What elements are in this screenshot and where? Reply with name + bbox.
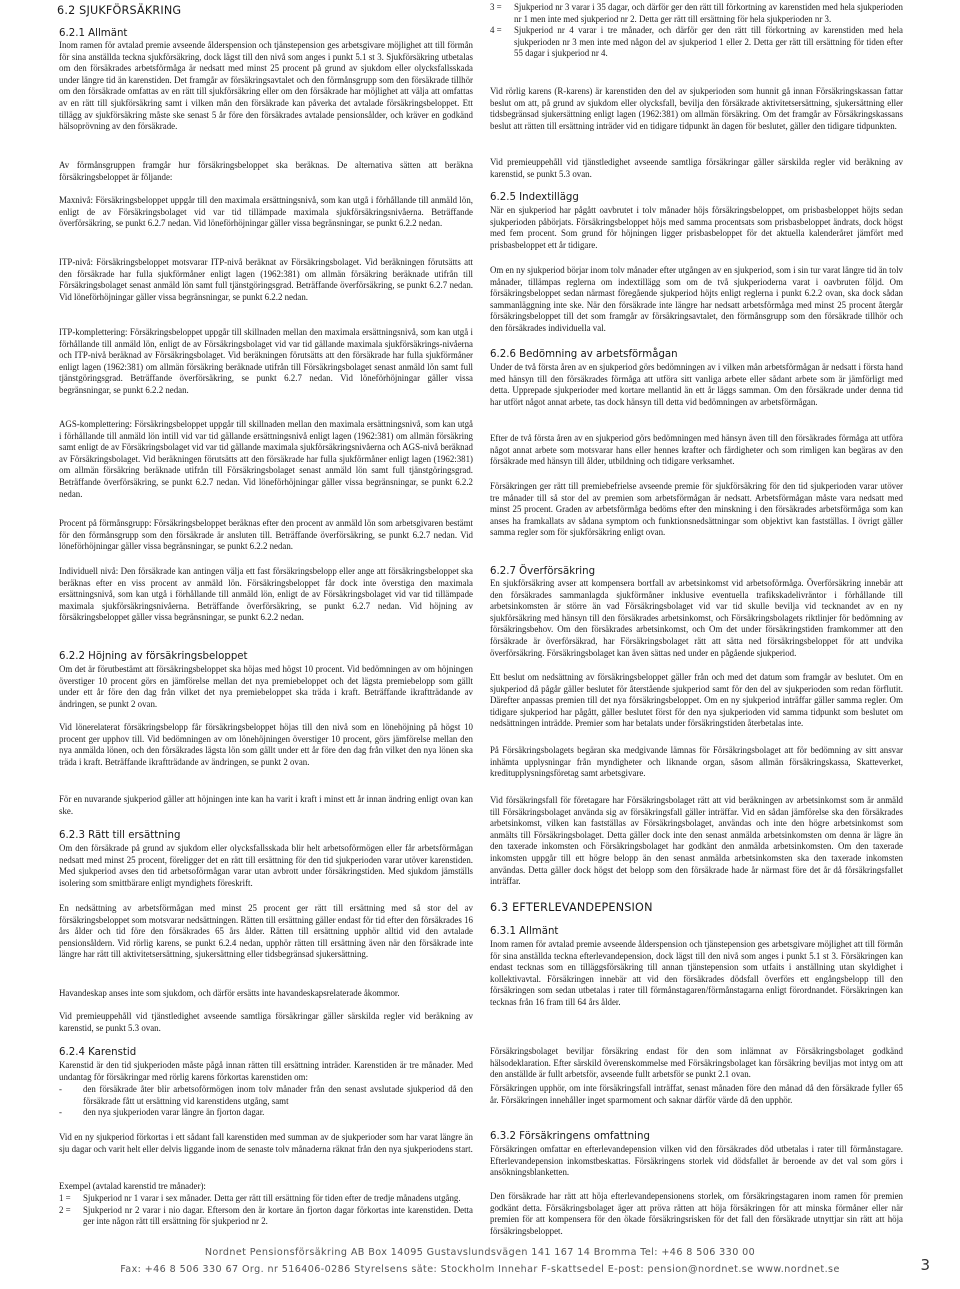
heading-6-2-5: 6.2.5 Indextillägg — [490, 192, 579, 203]
heading-6-3-2: 6.3.2 Försäkringens omfattning — [490, 1131, 650, 1142]
paragraph: Vid försäkringsfall för företagare har Försäkringsbolaget rätt att vid beräkningen av arbetsinkomst som är anmäld till Försäkringsbolaget använda sig av försäkringsfall gäller inträffar. Vid en sådan jämförelse ska den försäkrades arbetsinkomst, vilken kan fastställas av Försäkringsbolaget, användas och inte den högre arbetsinkomst som anmälts till Försäkringsbolaget. Detta gäller dock inte den senast anmälda arbetsinkomsten om denna är lägre än den taxerade inkomsten och Försäkringsbolaget har godkänt den anmälda arbetsinkomsten. Om den taxerade inkomsten uppgår till ett högre belopp än den senast anmälda arbetsinkomsten ska den taxerade inkomsten användas. Detta gäller dock högst det belopp som den försäkrade hade år närmast före det år då försäkringsfallet inträffar. — [490, 795, 903, 887]
heading-6-2-4: 6.2.4 Karenstid — [59, 1047, 137, 1058]
heading-6-2-2: 6.2.2 Höjning av försäkringsbeloppet — [59, 651, 248, 662]
conditions-list — [59, 1084, 473, 1119]
heading-6-2-6: 6.2.6 Bedömning av arbetsförmågan — [490, 349, 678, 360]
section-title-sjukforsakring: 6.2 SJUKFÖRSÄKRING — [57, 4, 182, 17]
paragraph: Havandeskap anses inte som sjukdom, och därför ersätts inte havandeskapsrelaterade åkommor. — [59, 988, 400, 998]
paragraph: Försäkringen upphör, om inte försäkringsfall inträffat, senast månaden före den månad då den försäkrade fyller 65 år. Försäkringen innehåller inget sparmoment och saknar därför värde då den upphör. — [490, 1083, 903, 1105]
paragraph: Försäkringen omfattar en efterlevandepension vilken vid den försäkrades död utbetalas i rater till förmånstagare. Efterlevandepension inkomstbeskattas. Försäkringens storlek vid dödsfallet är beroende av det val som görs i ansökningsblanketten. — [490, 1144, 903, 1178]
paragraph: Exempel (avtalad karenstid tre månader): — [59, 1181, 206, 1191]
paragraph: Försäkringsbolaget beviljar försäkring endast för den som inlämnat av Försäkringsbolaget godkänd hälsodeklaration. Efter särskild överenskommelse med Försäkringsbolaget kan försäkring beviljas mot intyg om att den anställde är fullt arbetsför, avseende fullt arbetsför se punkt 2.1 ovan. — [490, 1046, 903, 1080]
paragraph: ITP-nivå: Försäkringsbeloppet motsvarar ITP-nivå beräknat av Försäkringsbolaget. Vid beräkningen förutsätts att den försäkrade har fulla sjukförmåner enligt lagen (1962:381) om allmän försäkring beräknade utifrån till Försäkringsbolaget senast anmäld lön samt full tjänstgöringsgrad. Beträffande överförsäkring, se punkt 6.2.7 nedan. Vid löneförhöjningar gäller vissa begränsningar, se punkt 6.2.2 nedan. — [59, 257, 473, 302]
paragraph: Inom ramen för avtalad premie avseende ålderspension och tjänstepension ges arbetsgivare möjlighet att till förmån för sina anställda teckna efterlevandepension, dock lägst till den nivå som anges i punkt 5.1 st 3. Försäkringen kan endast tecknas som en tilläggsförsäkring till annan tjänstepension som utfaits i anställning utan skyldighet i kollektivavtal. Försäkringen innebär att vid den försäkrades dödsfall överförs ett engångsbelopp till den försäkringen som sedan utbetalas i rater till förmånstagaren/förmånstagarna enligt förordnandet. Försäkringen kan tecknas från 16 fram till 64 års ålder. — [490, 939, 903, 1007]
section-title-efterlevandepension: 6.3 EFTERLEVANDEPENSION — [490, 901, 653, 914]
paragraph: AGS-komplettering: Försäkringsbeloppet uppgår till skillnaden mellan den maximala ersättningsnivå, som kan utgå i förhållande till anmäld lön intill vid var tid gällande ersättningsnivå enligt lagen (1962:381) om allmän försäkring samt enligt de av Försäkringsbolaget vid var tid gällande maximala sjukförsäkringsnivåerna och AGS-nivå beräknad av Försäkringsbolaget. Vid beräkningen förutsätts att den försäkrade har fulla sjukförmåner enligt lagen (1962:381) om allmän försäkring beräknade utifrån till Försäkringsbolaget senast anmäld lön samt full tjänstgöringsgrad. Beträffande överförsäkring, se punkt 6.2.7 nedan. Vid löneförhöjningar gäller vissa begränsningar, se punkt 6.2.2 nedan. — [59, 419, 473, 499]
paragraph: När en sjukperiod har pågått oavbrutet i tolv månader höjs försäkringsbeloppet, om prisbasbeloppet höjts sedan sjukperioden påbörjats. Försäkringsbeloppet höjs med samma procentsats som prisbasbeloppet ändrats, dock högst med fem procent. Som grund för höjningen ligger prisbasbeloppet för det aktuella kalenderåret jämfört med prisbasbeloppet ett år tidigare. — [490, 205, 903, 250]
paragraph: Om den försäkrade på grund av sjukdom eller olycksfallsskada blir helt arbetsoförmögen eller får arbetsförmågan nedsatt med minst 25 procent, föreligger det en rätt till ersättning för den tid sjukperioden varar utöver karenstiden. Med sjukperiod avses den tid arbetsoförmågan varar utan avbrott under försäkringstiden. Med sjukdom jämställs isolering som smittbärare enligt myndighets föreskrift. — [59, 843, 473, 888]
paragraph: Den försäkrade har rätt att höja efterlevandepensionens storlek, om försäkringstagaren inom ramen för premien godkänt detta. Försäkringsbolaget äger att pröva rätten att höja försäkringen för att minska förmåner eller när premien för att kompensera för den ökade försäkringsrisken för det fall den försäkrade utnyttjar sin rätt att höja försäkringsbeloppet. — [490, 1191, 903, 1236]
paragraph: Av förmånsgruppen framgår hur försäkringsbeloppet ska beräknas. De alternativa sätten att beräkna försäkringsbeloppet är följande: — [59, 160, 473, 182]
paragraph: En sjukförsäkring avser att kompensera bortfall av arbetsinkomst vid arbetsoförmåga. Överförsäkring innebär att den försäkrades sammanlagda sjukförmåner inklusive eventuella trafikskadelivräntor i förhållande till arbetsinkomsten är större än vad Försäkringsbolaget vid var tid skulle bevilja vid tecknandet av en ny sjukförsäkring med hänsyn till den försäkrades arbetsinkomst, och Försäkringsbolagets riktlinjer för bedömning av försäkringsbehov. Om den försäkrades arbetsinkomst, och Om det under försäkringstiden framkommer att den försäkrade är överförsäkrad, har Försäkringsbolaget rätt att sätta ned försäkringsbeloppet för att undvika överförsäkring. Försäkringsbolaget kan även sättas ned under en pågående sjukperiod. — [490, 578, 903, 658]
list-item: 2 = Sjukperiod nr 2 varar i nio dagar. Eftersom den är kortare än fjorton dagar förkortas inte karenstiden. Detta ger inte någon rätt till ersättning för sjukperiod nr 2. — [59, 1204, 473, 1227]
heading-6-3-1: 6.3.1 Allmänt — [490, 926, 559, 937]
paragraph: Ett beslut om nedsättning av försäkringsbeloppet gäller från och med det datum som framgår av beslutet. Om en sjukperiod då pågår gäller beslutet för återstående sjukperiod samt för den del av sjukperioden som redan förflutit. Därefter anpassas premien till det nya försäkringsbeloppet. Om en ny sjukperiod inträffar gäller samma regler. Om tidigare sjukperiod har pågått, gäller beslutet först för den nya sjukperioden vid samma tidpunkt som beslutet om nedsättningen inträdde. Premier som har betalats under försäkringstiden återbetalas inte. — [490, 672, 903, 729]
list-item: 4 = Sjukperiod nr 4 varar i tre månader, och därför ger den rätt till förkortning av karenstiden med hela sjukperioden nr 3 men inte med någon del av sjukperiod 1 eller 2. Detta ger rätt till ersättning för tiden efter 55 dagar i sjukperiod nr 4. — [490, 25, 903, 59]
paragraph: Vid lönerelaterat försäkringsbelopp får försäkringsbeloppet höjas till den nivå som en lönehöjning på högst 10 procent ger upphov till. Vid bedömningen av om lönehöjningen överstiger 10 procent, görs jämförelse mellan den nya anmälda lönen, och den försäkrades lägsta lön som gällt under ett år före den dag från vilket den nya lönen ska träda i kraft. Beträffande ikraftträdande av ändringen, se punkt 2 ovan. — [59, 722, 473, 767]
paragraph: Inom ramen för avtalad premie avseende ålderspension och tjänstepension ges arbetsgivare möjlighet att till förmån för sina anställda teckna sjukförsäkring, dock lägst till den nivå som anges i punkt 5.1 st 3. Sjukförsäkring utbetalas om den försäkrades arbetsförmåga är nedsatt med minst 25 procent på grund av sjukdom eller olycksfallsskada under längre tid än karenstiden. Det framgår av försäkringsavtalet och den förmånsgrupp som den försäkrade tillhör om den försäkrade omfattas av en rätt till sjukförsäkring eller om den försäkrade har möjlighet att välja att omfattas av en rätt till sjukförsäkring samt i vilken mån den försäkrade kan påverka det avtalade försäkringsbeloppet. Ett tillägg av sjukförsäkring måste ske senast 5 år före den försäkrades avtalade pensionsålder, och kräver en godkänd hälsoprövning av den försäkrade. — [59, 40, 473, 132]
list-item: 1 = Sjukperiod nr 1 varar i sex månader. Detta ger rätt till ersättning för tiden efter de tredje månadens utgång. — [59, 1193, 461, 1203]
paragraph: En nedsättning av arbetsförmågan med minst 25 procent ger rätt till ersättning med så stor del av försäkringsbeloppet som motsvarar nedsättningen. Rätten till ersättning gäller endast för tid efter den försäkrades 16 års ålder och tid före den försäkrades 65 års ålder. Rätten till ersättning upphör alltid vid den avtalade pensionsåldern. Vid rörlig karens, se punkt 6.2.4 nedan, upphör rätten till ersättning även när den försäkrade inte längre har rätt till aktivitetsersättning, sjukersättning eller tidsbegränsad sjukersättning. — [59, 903, 473, 960]
footer-contact: Fax: +46 8 506 330 67 Org. nr 516406-0286 Styrelsens säte: Stockholm Innehar F-skattsedel E-post: pension@nordnet.se www.nordnet.se — [120, 1264, 840, 1275]
paragraph: Efter de två första åren av en sjukperiod görs bedömningen med hänsyn även till den försäkrades förmåga att utföra något annat arbete som motsvarar hans eller hennes krafter och färdigheter och som rimligen kan begäras av den försäkrade med hänsyn till ålder, utbildning och tidigare verksamhet. — [490, 433, 903, 467]
paragraph: Karenstid är den tid sjukperioden måste pågå innan rätten till ersättning inträder. Karenstiden är tre månader. Med undantag för försäkringar med rörlig karens förkortas karenstiden om: — [59, 1060, 473, 1082]
paragraph: Vid rörlig karens (R-karens) är karenstiden den del av sjukperioden som hunnit gå innan Försäkringskassan fattar beslut om att, på grund av sjukdom eller olycksfall, bevilja den försäkrade aktivitetsersättning, sjukersättning eller tidsbegränsad sjukersättning enligt lagen (1962:381) om allmän försäkring. Om det framgår av Försäkringskassans beslut att rätten till ersättning inträder vid en tidigare tidpunkt än dagen för beslutet, gäller den tidigare tidpunkten. — [490, 86, 903, 131]
footer-address: Nordnet Pensionsförsäkring AB Box 14095 Gustavslundsvägen 141 167 14 Bromma Tel: +46 8 506 330 00 — [204, 1247, 756, 1258]
paragraph: Vid premieuppehåll vid tjänstledighet avseende samtliga försäkringar gäller särskilda regler vid beräkning av karenstid, se punkt 5.3 ovan. — [490, 157, 903, 179]
paragraph: Om en ny sjukperiod börjar inom tolv månader efter utgången av en sjukperiod, som i sin tur varat längre tid än tolv månader, tillämpas reglerna om indextillägg som om de två sjukperioderna varat i oavbruten följd. Om försäkringsbeloppet sedan närmast föregående sjukperiod höjts enligt reglerna i punkt 6.2.2 ovan, ska dock sådan sammanläggning inte ske. När den försäkrade inte längre har nedsatt arbetsförmåga med minst 25 procent återgår försäkringsbeloppet till det som framgår av försäkringsavtalet, den förmånsgrupp som den försäkrade tillhör och den försäkrades individuella val. — [490, 265, 903, 333]
examples-list-continued — [490, 2, 903, 60]
list-item: - den nya sjukperioden varar längre än fjorton dagar. — [59, 1107, 265, 1118]
list-item: 3 = Sjukperiod nr 3 varar i 35 dagar, och därför ger den rätt till förkortning av karenstiden med hela sjukperioden nr 1 men inte med sjukperiod nr 2. Detta ger rätt till ersättning för hela sjukperioden nr 3. — [490, 2, 903, 24]
paragraph: På Försäkringsbolagets begäran ska medgivande lämnas för Försäkringsbolaget att för bedömning av sitt ansvar inhämta upplysningar från myndigheter och liknande organ, såsom allmän försäkringskassa, Skatteverket, kreditupplysningsföretag samt arbetsgivare. — [490, 745, 903, 779]
heading-6-2-3: 6.2.3 Rätt till ersättning — [59, 830, 181, 841]
paragraph: Procent på förmånsgrupp: Försäkringsbeloppet beräknas efter den procent av anmäld lön som arbetsgivaren bestämt för den förmånsgrupp som den försäkrade är ansluten till. Beträffande överförsäkring, se punkt 6.2.7 nedan. Vid löneförhöjningar gäller vissa begränsningar, se punkt 6.2.2 nedan. — [59, 518, 473, 552]
paragraph: För en nuvarande sjukperiod gäller att höjningen inte kan ha varit i kraft i minst ett år innan ändring enligt ovan kan ske. — [59, 794, 473, 816]
paragraph: Om det är förutbestämt att försäkringsbeloppet ska höjas med högst 10 procent. Vid bedömningen av om höjningen överstiger 10 procent görs en jämförelse mellan det nya premiebeloppet och det lägsta premiebelopp som gällt under ett år före den dag från vilket det nya premiebeloppet ska träda i kraft. Beträffande ikraftträdande av ändringen, se punkt 2 ovan. — [59, 664, 473, 709]
heading-6-2-1: 6.2.1 Allmänt — [59, 28, 128, 39]
paragraph: ITP-komplettering: Försäkringsbeloppet uppgår till skillnaden mellan den maximala ersättningsnivå, som kan utgå i förhållande till anmäld lön, enligt de av Försäkringsbolaget vid var tid gällande maximala sjukförsäkrings-nivåerna och ITP-nivå beräknad av Försäkringsbolaget. Vid beräkningen förutsätts att den försäkrade har fulla sjukförmåner enligt lagen (1962:381) om allmän försäkring beräknade utifrån till Försäkringsbolaget senast anmäld lön samt full tjänstgöringsgrad. Beträffande överförsäkring, se punkt 6.2.7 nedan. Vid löneförhöjningar gäller vissa begränsningar, se punkt 6.2.2 nedan. — [59, 327, 473, 395]
examples-list — [59, 1193, 473, 1228]
paragraph: Individuell nivå: Den försäkrade kan antingen välja ett fast försäkringsbelopp eller ange att försäkringsbeloppet ska beräknas efter en viss procent av anmäld lön. Försäkringsbeloppet får dock inte överstiga den maximala ersättningsnivå, som kan utgå i förhållande till anmäld lön, enligt de av Försäkringsbolaget vid var tid tillämpade maximala sjukförsäkringsnivåerna. Beträffande överförsäkring, se punkt 6.2.7 nedan. Vid höjning av försäkringsbeloppet gäller vissa begränsningar, se punkt 6.2.2 nedan. — [59, 566, 473, 623]
paragraph: Vid en ny sjukperiod förkortas i ett sådant fall karenstiden med summan av de sjukperioder som har varat längre än sju dagar och varit helt eller delvis liggande inom de senaste tolv månaderna räknat från den nya sjukperiodens start. — [59, 1132, 473, 1154]
paragraph: Maxnivå: Försäkringsbeloppet uppgår till den maximala ersättningsnivå, som kan utgå i förhållande till anmäld lön, enligt de av Försäkringsbolaget vid var tid tillämpade maximala sjukförsäkringsnivåerna. Beträffande överförsäkring, se punkt 6.2.7 nedan. Vid löneförhöjningar gäller vissa begränsningar, se punkt 6.2.2 nedan. — [59, 195, 473, 229]
paragraph: Vid premieuppehåll vid tjänstledighet avseende samtliga försäkringar gäller särskilda regler vid beräkning av karenstid, se punkt 5.3 ovan. — [59, 1011, 473, 1033]
list-item: - den försäkrade åter blir arbetsoförmögen inom tolv månader från den senast avslutade sjukperiod då den försäkrade fått ut ersättning vid karenstidens utgång, samt — [59, 1084, 473, 1106]
page-number: 3 — [920, 1256, 930, 1274]
paragraph: Försäkringen ger rätt till premiebefrielse avseende premie för sjukförsäkring för den tid sjukperioden varar utöver tre månader till så stor del av premien som arbetsförmågan är nedsatt. Arbetsförmågan måste vara nedsatt med minst 25 procent. Graden av arbetsförmåga bedöms efter den minskning i den försäkrades arbetsförmåga som kan anses ha framkallats av sådana symptom och funktionsnedsättningar som objektivt kan fastställas. I övrigt gäller samma regler som för sjukförsäkring enligt ovan. — [490, 481, 903, 538]
paragraph: Under de två första åren av en sjukperiod görs bedömningen av i vilken mån arbetsförmågan är nedsatt i första hand med hänsyn till den försäkrades förmåga att utföra sitt vanliga arbete eller sådant arbete som är jämförligt med detta. Upprepade sjukperioder med kortare mellantid än ett år läggs samman. Om den försäkrade under denna tid har utfört något annat arbete, tas dock hänsyn till detta vid bedömningen av arbetsförmågan. — [490, 362, 903, 407]
heading-6-2-7: 6.2.7 Överförsäkring — [490, 566, 596, 577]
